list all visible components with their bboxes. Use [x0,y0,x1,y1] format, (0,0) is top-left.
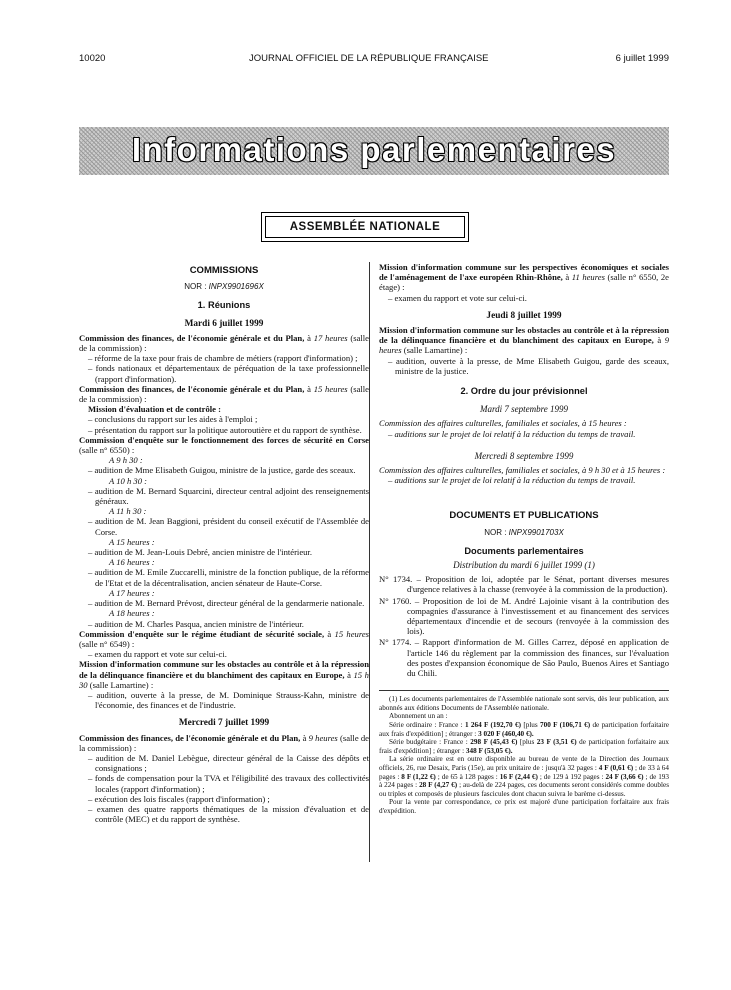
text: [plus [520,721,541,730]
agenda-item: – audition de M. Emile Zuccarelli, ministre de la fonction publique, de la réforme de l'Etat et de la décentralisation, ancien sénateur de Haute-Corse. [88,567,369,588]
commission-name: Mission d'information commune sur les obstacles au contrôle et à la répression de la délinquance financière et du blanchiment des capitaux en Europe, [379,325,669,346]
commission-entry [79,629,369,649]
time-label: A 9 h 30 : [109,455,143,466]
price: 23 F (3,51 €) [536,738,577,747]
nor-line [79,282,369,292]
assemblee-box [261,212,469,242]
time-slot [79,506,369,516]
room: (salle de la commission) : [79,332,369,354]
journal-title: JOURNAL OFFICIEL DE LA RÉPUBLIQUE FRANÇAISE [249,53,489,64]
commission-name: Mission d'information commune sur les obstacles au contrôle et à la répression de la délinquance financière et du blanchiment des capitaux en Europe, [79,659,369,680]
footnote-prices [379,755,669,798]
price: 1 264 F (192,70 €) [464,721,521,730]
time-slot [79,608,369,618]
time-slot [79,476,369,486]
agenda-item: – audition de M. Bernard Prévost, directeur général de la gendarmerie nationale. [88,598,365,609]
room: (salle n° 6550) : [79,445,135,456]
price: 700 F (106,71 €) [540,721,591,730]
text: de participation forfaitaire aux frais d'expédition] ; étranger : [379,721,669,738]
price: 298 F (45,43 €) [470,738,518,747]
nor-code: INPX9901703X [508,527,564,537]
time-label: A 17 heures : [109,587,155,598]
text: ; de 129 à 192 pages : [537,772,606,781]
agenda-item: – auditions sur le projet de loi relatif à la réduction du temps de travail. [388,475,636,486]
agenda-item: – audition de Mme Elisabeth Guigou, ministre de la justice, garde des sceaux. [88,465,356,476]
agenda-item: – examen des quatre rapports thématiques de la mission d'évaluation et de contrôle (MEC) et du rapport de synthèse. [88,803,369,825]
price: 24 F (3,66 €) [605,772,644,781]
commission-entry: Commission des affaires culturelles, familiales et sociales, à 15 heures : [379,418,627,429]
agenda-item: – audition de M. Charles Pasqua, ancien ministre de l'intérieur. [88,618,304,629]
date-heading: Mardi 7 septembre 1999 [479,404,569,415]
commission-name: Commission des finances, de l'économie générale et du Plan, [79,383,305,394]
commission-name: Commission des finances, de l'économie générale et du Plan, [79,732,301,743]
footnote: Pour la vente par correspondance, ce prix est majoré d'une participation forfaitaire aux frais d'expédition. [379,798,669,816]
footnote-prices [379,738,669,755]
agenda-item: – présentation du rapport sur la politique autoroutière et du rapport de synthèse. [88,424,362,435]
time-label: A 16 heures : [109,557,155,568]
nor-label: NOR : [184,282,209,292]
time-slot [79,537,369,547]
agenda-item: – audition de M. Jean-Louis Debré, ancien ministre de l'intérieur. [88,547,312,558]
text: Série budgétaire : France : [389,738,471,747]
commission-entry [79,435,369,455]
commission-entry [79,384,369,404]
agenda-item: – audition, ouverte à la presse, de M. Dominique Strauss-Kahn, ministre de l'économie, des finances et de l'industrie. [88,689,369,711]
nor-label: NOR : [484,527,509,537]
footnote: (1) Les documents parlementaires de l'Assemblée nationale sont servis, dès leur publication, aux abonnés aux éditions Documents de l'Assemblée nationale. [379,695,669,712]
connector: à [300,732,309,743]
agenda-item: – audition de M. Jean Baggioni, président du conseil exécutif de l'Assemblée de Corse. [88,516,369,537]
price: 16 F (2,44 €) [499,772,538,781]
left-column [79,262,369,824]
price: 348 F (53,05 €). [465,746,513,755]
price: 8 F (1,22 €) [401,772,436,781]
nor-line [379,528,669,538]
agenda-item: – exécution des lois fiscales (rapport d'information) ; [88,793,270,804]
agenda-item: – audition de M. Bernard Squarcini, directeur central adjoint des renseignements généraux. [88,485,369,507]
connector: à [304,383,314,394]
document-entry: N° 1760. – Proposition de loi de M. André Lajoinie visant à la contribution des compagnies d'assurance à l'investissement et au financement des services départementaux d'incendie et de secours (renvoyée à la commission des lois). [379,595,669,637]
price: 3 020 F (460,40 €). [478,729,534,738]
time-slot [79,557,369,567]
room: (salle de la commission) : [79,732,369,753]
time-label: A 11 h 30 : [109,506,147,517]
agenda-item: – auditions sur le projet de loi relatif à la réduction du temps de travail. [388,428,636,439]
commission-entry [79,733,369,753]
commission-name: Commission d'enquête sur le régime étudiant de sécurité sociale, [79,628,325,639]
commissions-heading: COMMISSIONS [189,265,259,276]
agenda-item: – réforme de la taxe pour frais de chambre de métiers (rapport d'information) ; [88,353,358,364]
agenda-item: – fonds de compensation pour la TVA et l'éligibilité des travaux des collectivités locales (rapport d'information) ; [88,773,369,794]
text: ; de 33 à 64 pages : [379,764,669,781]
room: (salle Lamartine) : [87,679,154,690]
connector: à [562,272,572,283]
time: 15 heures [334,628,369,639]
time-label: A 15 heures : [109,536,155,547]
price: 28 F (4,27 €) [419,781,458,790]
commission-name: Mission d'information commune sur les perspectives économiques et sociales de l'aménagement de l'axe européen Rhin-Rhône, [379,262,669,283]
document-entry: N° 1734. – Proposition de loi, adoptée par le Sénat, portant diverses mesures d'urgence relatives à la chasse (renvoyée à la commission de la production). [379,574,669,595]
text: ; de 193 à 224 pages : [379,772,669,790]
time: 9 heures [308,732,338,743]
banner-title: Informations parlementaires [131,131,617,168]
agenda-item: – conclusions du rapport sur les aides à l'emploi ; [88,414,258,425]
text: [plus [517,738,537,747]
date-heading: Mercredi 8 septembre 1999 [474,450,574,461]
connector: à [304,332,314,343]
room: (salle de la commission) : [79,383,369,405]
time-slot [79,455,369,465]
time-slot [79,588,369,598]
commission-entry [379,262,669,293]
time-label: A 10 h 30 : [109,475,148,486]
time: 15 heures [313,383,348,394]
agenda-item: – audition de M. Daniel Lebègue, directeur général de la Caisse des dépôts et consignations ; [88,752,369,774]
room: (salle Lamartine) : [401,345,468,356]
document-entry: N° 1774. – Rapport d'information de M. Gilles Carrez, déposé en application de l'article 146 du règlement par la commission des finances, sur l'évaluation des postes d'expansion économique de São Paulo, Buenos Aires et Santiago du Chili. [379,637,669,679]
page-number: 10020 [79,53,106,64]
agenda-item: – audition, ouverte à la presse, de Mme Elisabeth Guigou, garde des sceaux, ministre de la justice. [388,355,669,376]
text: Série ordinaire : France : [389,721,465,730]
issue-date: 6 juillet 1999 [615,53,669,64]
date-heading: Jeudi 8 juillet 1999 [486,310,562,321]
connector: à [344,669,354,680]
footnotes [379,690,669,815]
assemblee-title: ASSEMBLÉE NATIONALE [265,216,465,238]
column-divider [369,262,370,862]
agenda-item: – examen du rapport et vote sur celui-ci. [388,292,527,303]
documents-heading: DOCUMENTS ET PUBLICATIONS [449,510,599,522]
commission-entry [79,659,369,690]
time: 11 heures [571,272,605,283]
mission-heading: Mission d'évaluation et de contrôle : [88,404,221,415]
agenda-item: – examen du rapport et vote sur celui-ci. [88,649,227,660]
distribution-heading: Distribution du mardi 6 juillet 1999 (1) [453,560,595,571]
time: 17 heures [313,332,348,343]
text: de participation forfaitaire aux frais d'expédition] ; étranger : [379,738,669,755]
time-label: A 18 heures : [109,608,155,619]
time: 9 heures [379,335,669,356]
text: ; au-delà de 224 pages, ces documents seront considérés comme doubles ou triples et composés de plusieurs fascicules dont chacun suivra le barème ci-dessus. [379,781,669,798]
date-heading: Mercredi 7 juillet 1999 [178,718,270,729]
ordre-du-jour-heading: 2. Ordre du jour prévisionnel [460,386,588,397]
connector: à [324,628,335,639]
section-banner [79,127,669,175]
commission-entry: Commission des affaires culturelles, familiales et sociales, à 9 h 30 et à 15 heures : [379,465,666,476]
room: (salle n° 6549) : [79,638,135,649]
footnote: Abonnement un an : [389,712,448,721]
price: 4 F (0,61 €) [598,764,634,773]
right-column [379,262,669,816]
nor-code: INPX9901696X [208,282,264,292]
text: ; de 65 à 128 pages : [435,772,500,781]
commission-entry [379,325,669,356]
reunions-heading: 1. Réunions [197,300,251,311]
footnote-prices [379,721,669,738]
date-heading: Mardi 6 juillet 1999 [184,318,264,329]
commission-name: Commission d'enquête sur le fonctionnement des forces de sécurité en Corse [79,434,369,445]
commission-name: Commission des finances, de l'économie générale et du Plan, [79,332,305,343]
room: (salle n° 6550, 2e étage) : [379,272,669,293]
commission-entry [79,333,369,353]
text: La série ordinaire est en outre disponible au bureau de vente de la Direction des Journaux officiels, 26, rue Desaix, Paris (15e), au prix unitaire de : jusqu'à 32 pages : [379,755,669,773]
agenda-item: – fonds nationaux et départementaux de péréquation de la taxe professionnelle (rapport d'information). [88,363,369,384]
time: 15 h 30 [79,669,369,690]
documents-parlementaires-heading: Documents parlementaires [464,545,584,556]
connector: à [653,335,665,346]
